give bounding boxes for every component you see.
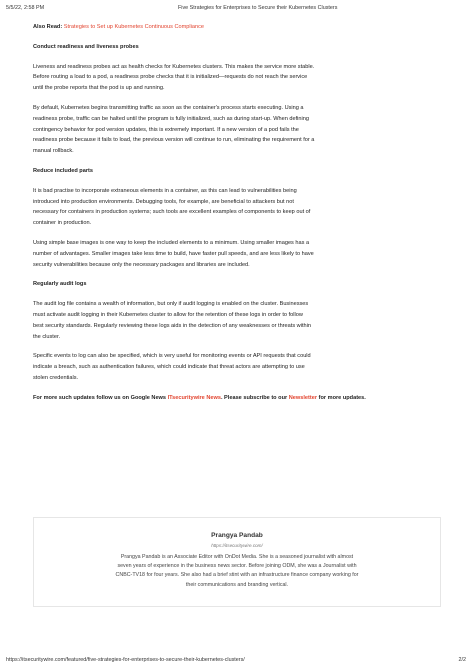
text-line: manual rollback. [33,148,74,155]
text-line: Using simple base images is one way to keep the included elements to a minimum. Using smaller images has a [33,239,310,246]
text-line: readiness probe because it fails to load, the previous version will continue to run, eliminating the requirement for a [33,137,315,144]
google-news-link[interactable]: ITsecuritywire News [167,394,221,401]
text-line: introduced into production environments. Debugging tools, for example, are beneficial to attackers but not [33,198,294,205]
author-bio [87,553,387,590]
paragraph [33,103,445,157]
also-read [33,22,445,33]
text-line: must activate audit logging in their Kubernetes cluster to allow for the retention of these logs in order to follow [33,311,303,318]
text-line: number of advantages. Smaller images take less time to build, have faster pull speeds, and are less likely to have [33,250,314,257]
paragraph [33,299,445,342]
section-heading: Reduce included parts [33,167,93,174]
text-line: Specific events to log can also be specified, which is very useful for monitoring events or API requests that could [33,353,311,360]
author-site-link[interactable]: https://itsecuritywire.com/ [211,543,263,548]
print-datetime: 5/5/22, 2:58 PM [6,5,45,11]
paragraph [33,186,445,229]
paragraph [33,62,445,94]
bio-line: CNBC-TV18 for four years. She also had a brief stint with an infrastructure finance company working for [115,572,359,579]
text-line: necessary for containers in production systems; such tools are excellent examples of components to keep out of [33,209,311,216]
paragraph [33,351,445,383]
section-heading: Regularly audit logs [33,281,87,288]
also-read-link[interactable]: Strategies to Set up Kubernetes Continuous Compliance [63,24,205,30]
print-header [0,5,474,15]
page-number: 2/2 [458,657,466,663]
text-line: best security standards. Regularly reviewing these logs aids in the detection of any weaknesses or threats within [33,322,311,329]
follow-cta [33,393,445,404]
cta-text: . Please subscribe to our [220,394,289,401]
author-name: Prangya Pandab [211,532,263,539]
bio-line: their communications and branding vertical. [185,581,289,588]
text-line: indicate a breach, such as authentication failures, which could indicate that threat actors are attempting to use [33,364,305,371]
also-read-label: Also Read: [33,24,63,30]
text-line: until the probe reports that the pod is up and running. [33,85,165,92]
text-line: the cluster. [33,333,61,340]
print-title: Five Strategies for Enterprises to Secure their Kubernetes Clusters [178,5,338,11]
newsletter-link[interactable]: Newsletter [288,394,318,401]
text-line: contingency behavior for pod version updates, this is extremely important. If a new version of a pod fails the [33,126,299,133]
text-line: stolen credentials. [33,374,79,381]
text-line: container in production. [33,220,92,227]
text-line: The audit log file contains a wealth of information, but only if audit logging is enabled on the cluster. Businesses [33,301,309,308]
text-line: security vulnerabilities because only the necessary packages and libraries are included. [33,261,250,268]
cta-text: For more such updates follow us on Google News [33,394,168,401]
text-line: Before routing a load to a pod, a readiness probe checks that it is initialized—requests do not reach the service [33,74,308,81]
bio-line: Prangya Pandab is an Associate Editor with OnDot Media. She is a seasoned journalist with almost [120,554,354,560]
section-heading: Conduct readiness and liveness probes [33,43,139,50]
text-line: Liveness and readiness probes act as health checks for Kubernetes clusters. This makes the service more stable. [33,63,315,70]
cta-text: for more updates. [317,394,366,401]
text-line: By default, Kubernetes begins transmitting traffic as soon as the container's process starts executing. Using a [33,104,304,111]
paragraph [33,238,445,270]
text-line: It is bad practise to incorporate extraneous elements in a container, as this can lead to vulnerabilities being [33,187,297,194]
article-body [33,22,445,404]
author-card [33,517,441,607]
text-line: readiness probe, traffic can be halted until the program is fully initialized, such as during start-up. When defining [33,115,310,122]
bio-line: seven years of experience in the business news sector. Before joining ODM, she was a Journalist with [117,563,357,570]
page-url: https://itsecuritywire.com/featured/five-strategies-for-enterprises-to-secure-their-kubernetes-clusters/ [6,657,245,663]
